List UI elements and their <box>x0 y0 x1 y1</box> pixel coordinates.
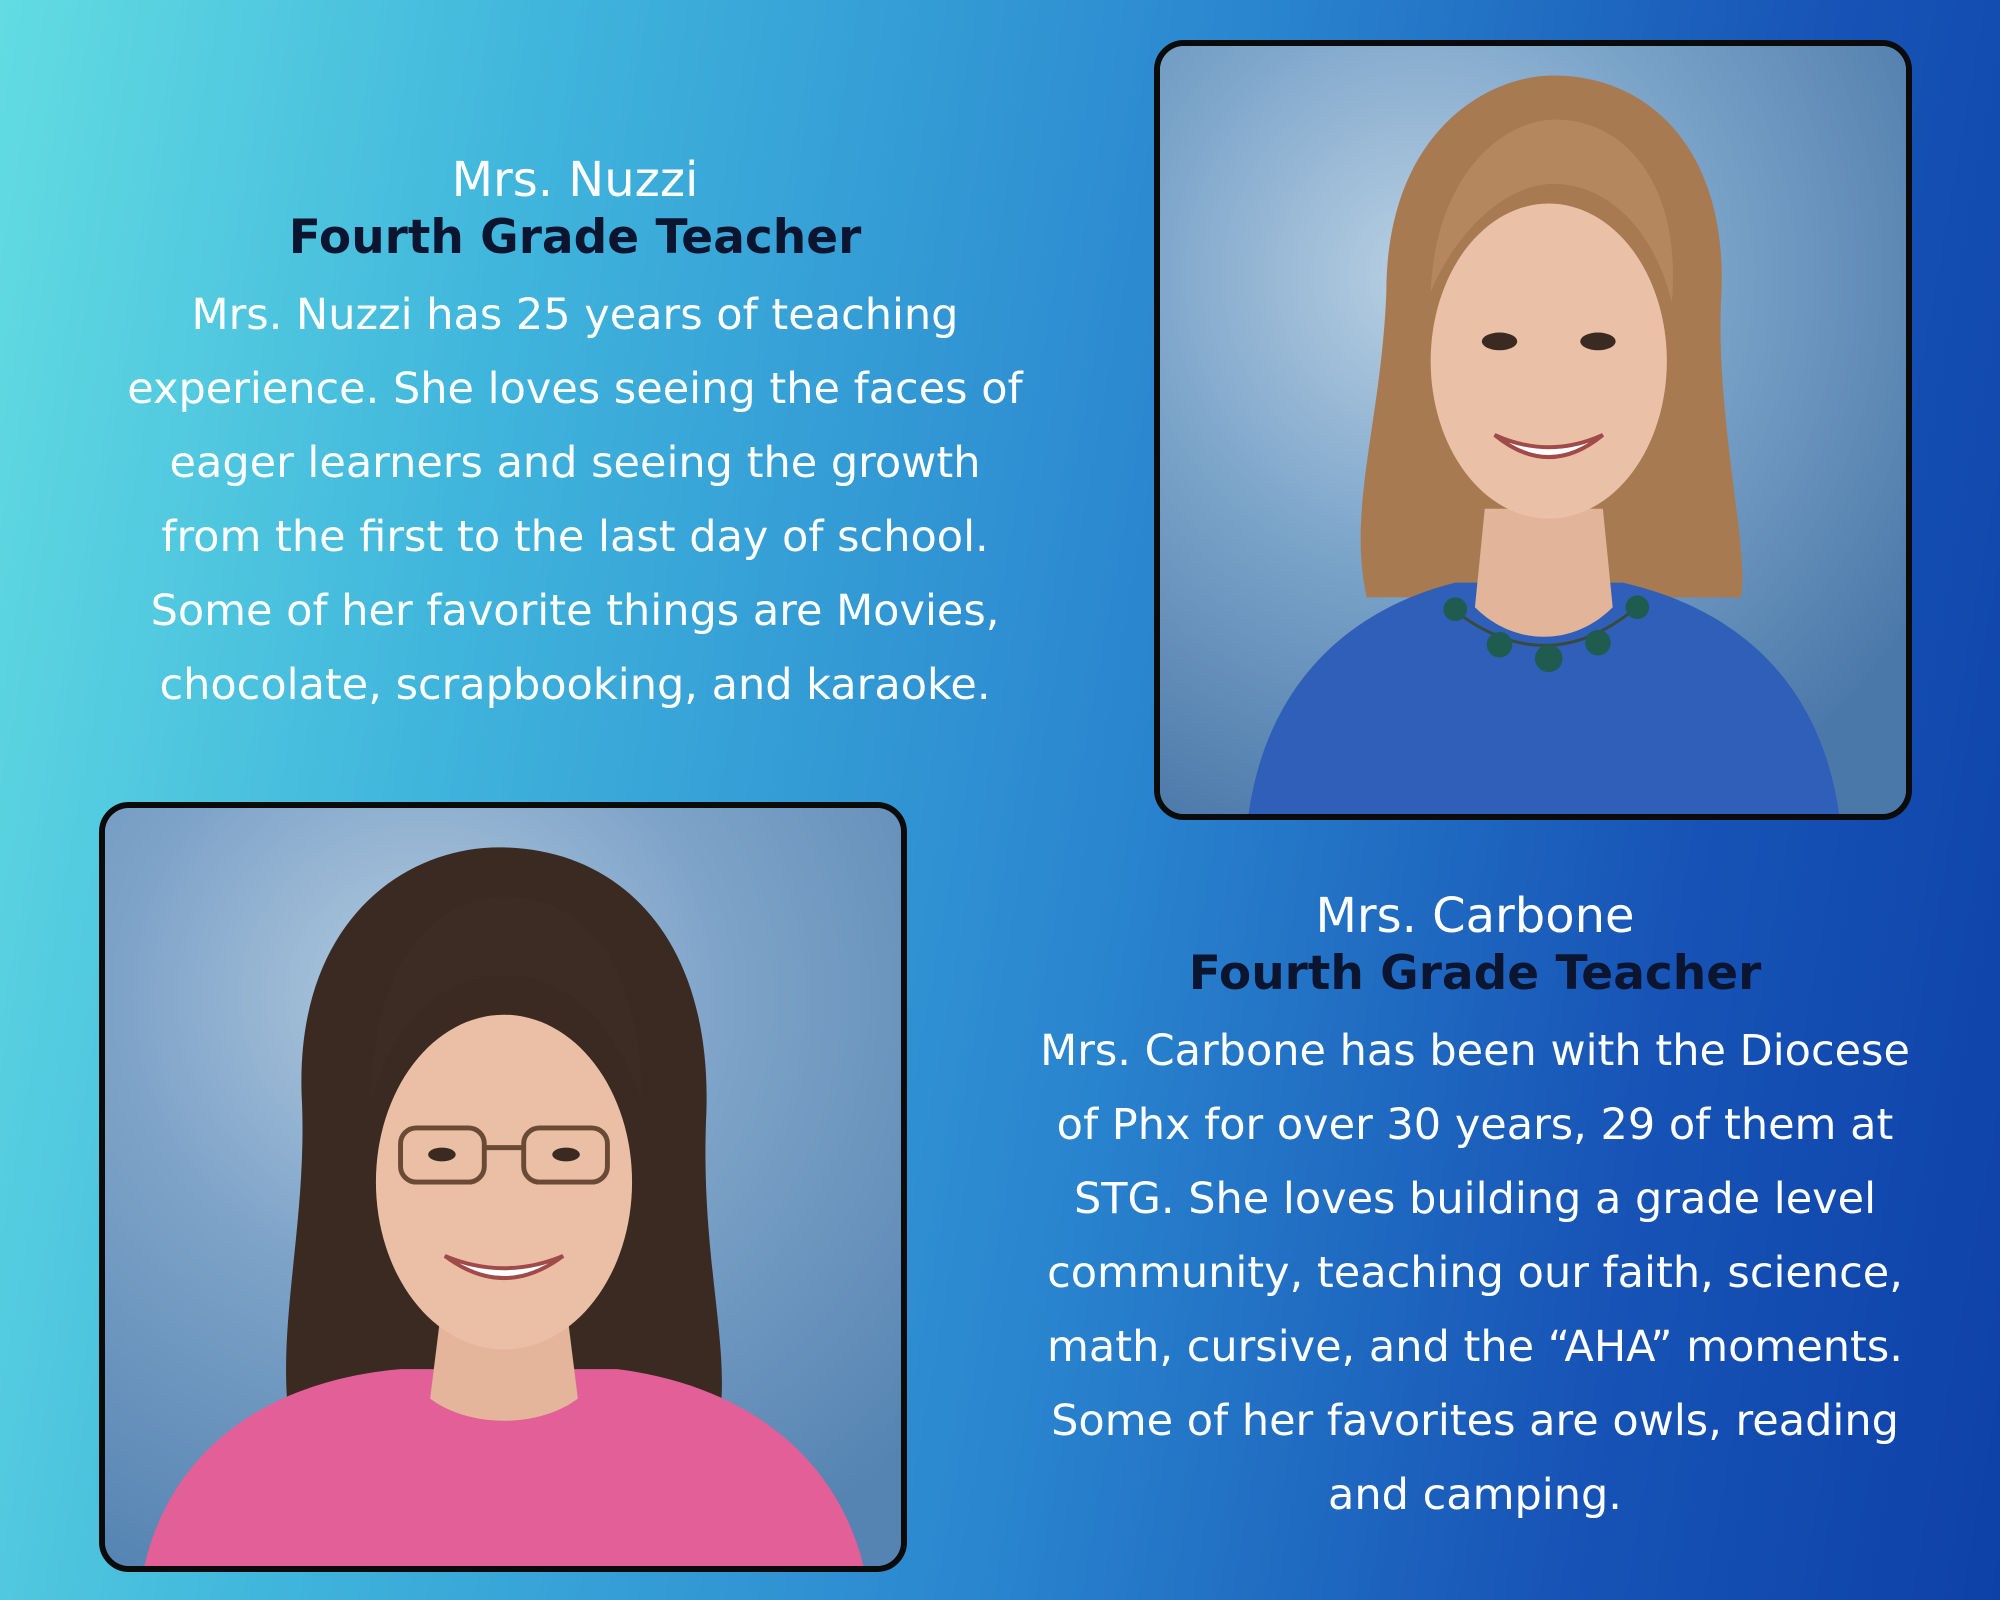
teacher-bio-text <box>1000 1014 1950 1532</box>
teacher-role: Fourth Grade Teacher <box>288 210 862 265</box>
bio-line: from the first to the last day of school. <box>161 512 989 562</box>
photo-nuzzi <box>1154 40 1912 820</box>
teacher-bio-nuzzi <box>90 152 1060 722</box>
teacher-name: Mrs. Nuzzi <box>451 152 699 208</box>
teacher-bio-carbone <box>1000 888 1950 1532</box>
portrait-nuzzi-image <box>1160 46 1906 814</box>
teacher-bio-text <box>90 278 1060 722</box>
portrait-carbone-image <box>105 808 901 1566</box>
bio-line: of Phx for over 30 years, 29 of them at <box>1056 1100 1894 1150</box>
bio-line: Mrs. Carbone has been with the Diocese <box>1040 1026 1910 1076</box>
bio-line: chocolate, scrapbooking, and karaoke. <box>159 660 991 710</box>
teacher-name: Mrs. Carbone <box>1315 888 1635 944</box>
photo-carbone <box>99 802 907 1572</box>
teacher-role: Fourth Grade Teacher <box>1188 946 1762 1001</box>
bio-line: Some of her favorite things are Movies, <box>150 586 1000 636</box>
bio-line: Mrs. Nuzzi has 25 years of teaching <box>191 290 959 340</box>
bio-line: and camping. <box>1328 1470 1622 1520</box>
bio-line: community, teaching our faith, science, <box>1047 1248 1903 1298</box>
bio-line: STG. She loves building a grade level <box>1073 1174 1877 1224</box>
bio-line: math, cursive, and the “AHA” moments. <box>1047 1322 1903 1372</box>
bio-line: Some of her favorites are owls, reading <box>1051 1396 1899 1446</box>
bio-line: eager learners and seeing the growth <box>169 438 981 488</box>
bio-line: experience. She loves seeing the faces of <box>127 364 1023 414</box>
